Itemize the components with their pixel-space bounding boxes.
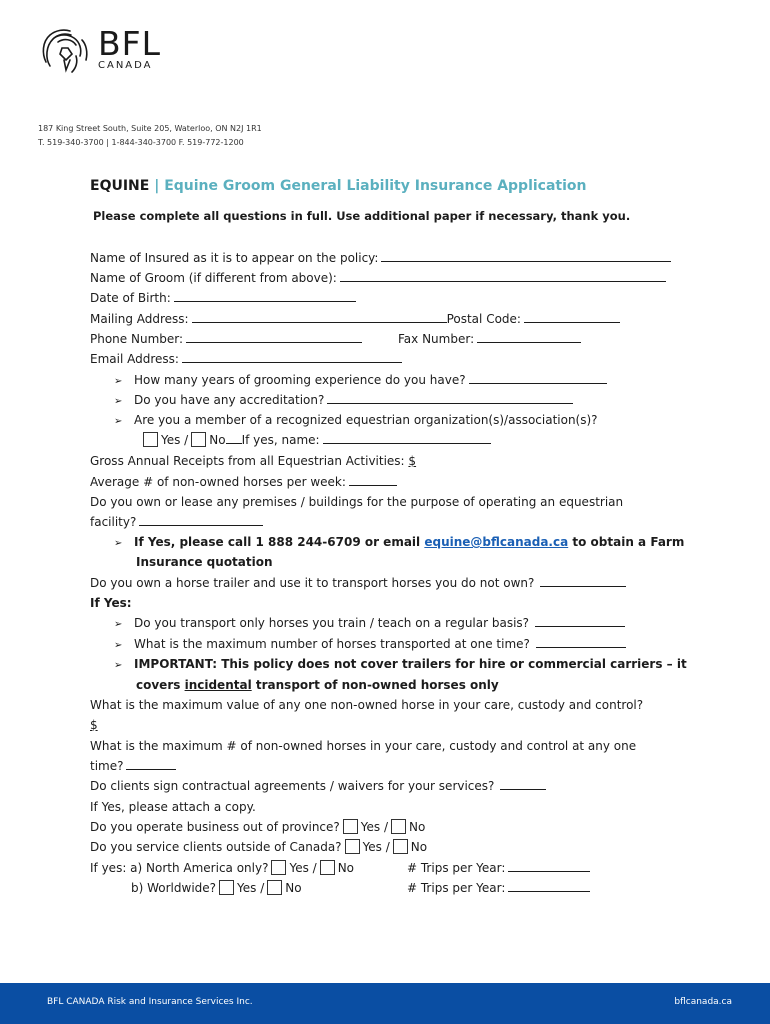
fax-field[interactable] [477,331,581,343]
premises-field[interactable] [139,514,263,526]
farm-call-row [114,534,684,552]
transport-only-row [114,615,625,633]
dob-label: Date of Birth: [90,291,171,305]
max-count-row [90,758,176,774]
max-count-label: time? [90,759,124,773]
phone-label: Phone Number: [90,332,184,346]
email-field[interactable] [182,351,402,363]
yes-label: Yes / [161,433,189,447]
trips-label: # Trips per Year: [407,881,506,895]
postal-field[interactable] [524,311,620,323]
trailer-row [90,575,626,591]
max-value-field[interactable]: $ [90,718,98,732]
transport-only-label: Do you transport only horses you train / teach on a regular basis? [134,616,530,630]
membership-answer-row [140,432,491,448]
fax-row [398,331,581,347]
important-text2b: incidental [184,678,252,692]
trailer-field[interactable] [540,575,626,587]
arrow-bullet-icon: ➢ [114,619,123,630]
outside-canada-row [90,839,427,855]
premises-label: facility? [90,515,137,529]
important-row2 [136,677,499,693]
groom-name-row [90,270,666,286]
phone-field[interactable] [186,331,362,343]
arrow-bullet-icon: ➢ [114,660,123,671]
avg-horses-row [90,474,397,490]
out-of-province-yes-checkbox[interactable] [343,819,358,834]
gross-receipts-field[interactable]: $ [408,454,417,468]
footer-website-link[interactable]: bflcanada.ca [674,997,732,1007]
bfl-logo [38,26,163,74]
contracts-row [90,778,546,794]
groom-name-label: Name of Groom (if different from above): [90,271,337,285]
premises-question: Do you own or lease any premises / buildings for the purpose of operating an equestrian [90,495,624,509]
max-value-question: What is the maximum value of any one non-owned horse in your care, custody and control? [90,698,644,712]
arrow-bullet-icon: ➢ [114,376,123,387]
farm-call-text3: Insurance quotation [136,555,273,569]
ww-trips-field[interactable] [508,880,590,892]
worldwide-row [131,880,302,896]
yes-label: Yes / [362,840,390,854]
fax-label: Fax Number: [398,332,475,346]
dob-field[interactable] [174,290,356,302]
arrow-bullet-icon: ➢ [114,640,123,651]
arrow-bullet-icon: ➢ [114,538,123,549]
no-label: No [285,881,302,895]
accreditation-row [114,392,573,410]
instructions-text: Please complete all questions in full. Use additional paper if necessary, thank you. [93,209,631,223]
phone-row [90,331,362,347]
accreditation-label: Do you have any accreditation? [134,393,325,407]
out-of-province-no-checkbox[interactable] [391,819,406,834]
arrow-bullet-icon: ➢ [114,396,123,407]
insured-name-field[interactable] [381,250,671,262]
title-separator: | [149,178,165,194]
worldwide-yes-checkbox[interactable] [219,880,234,895]
email-row [90,351,402,367]
attach-copy-text: If Yes, please attach a copy. [90,800,256,814]
gross-receipts-label: Gross Annual Receipts from all Equestrian Activities: [90,454,405,468]
no-label: No [209,433,226,447]
trailer-label: Do you own a horse trailer and use it to transport horses you do not own? [90,576,535,590]
max-transport-field[interactable] [536,636,626,648]
email-label: Email Address: [90,352,179,366]
arrow-bullet-icon: ➢ [114,416,123,427]
years-experience-label: How many years of grooming experience do you have? [134,373,466,387]
max-value-row [90,717,154,733]
contracts-field[interactable] [500,778,546,790]
important-text1: IMPORTANT: This policy does not cover trailers for hire or commercial carriers – it [134,657,687,671]
na-trips-row [407,860,590,876]
no-label: No [410,840,428,854]
farm-call-text2: to obtain a Farm [572,535,685,549]
yes-label: Yes / [237,881,265,895]
na-trips-field[interactable] [508,860,590,872]
logo-subtitle: CANADA [98,60,153,71]
important-text2a: covers [136,678,181,692]
footer-company: BFL CANADA Risk and Insurance Services Inc. [47,997,253,1007]
membership-spacer-line [226,432,242,444]
title-main: Equine Groom General Liability Insurance Application [164,178,587,194]
out-of-province-row [90,819,425,835]
membership-yes-checkbox[interactable] [143,432,158,447]
north-america-yes-checkbox[interactable] [271,860,286,875]
footer-bar [0,983,770,1024]
max-count-question: What is the maximum # of non-owned horses in your care, custody and control at any one [90,739,637,753]
years-experience-row [114,372,607,390]
outside-canada-label: Do you service clients outside of Canada? [90,840,342,854]
premises-row [90,514,263,530]
important-row [114,656,687,674]
no-label: No [337,861,355,875]
worldwide-no-checkbox[interactable] [267,880,282,895]
membership-label: Are you a member of a recognized equestrian organization(s)/association(s)? [134,413,598,427]
gross-receipts-row [90,453,490,469]
yes-label: Yes / [360,820,389,834]
page-title [90,178,587,194]
north-america-row [90,860,354,876]
title-category: EQUINE [90,178,150,194]
membership-row [114,412,598,430]
farm-call-text: If Yes, please call 1 888 244-6709 or email [134,535,421,549]
membership-no-checkbox[interactable] [191,432,206,447]
groom-name-field[interactable] [340,270,666,282]
trips-label: # Trips per Year: [407,861,506,875]
mailing-row [90,311,620,327]
if-yes-name-label: If yes, name: [241,433,320,447]
mailing-field[interactable] [192,311,447,323]
max-count-field[interactable] [126,758,176,770]
transport-only-field[interactable] [535,615,625,627]
yes-label: Yes / [289,861,317,875]
north-america-no-checkbox[interactable] [320,860,335,875]
organization-name-field[interactable] [323,432,491,444]
if-yes-heading: If Yes: [90,596,132,610]
avg-horses-field[interactable] [349,474,397,486]
worldwide-label: b) Worldwide? [131,881,217,895]
mailing-label: Mailing Address: [90,312,189,326]
years-experience-field[interactable] [469,372,607,384]
max-transport-label: What is the maximum number of horses transported at one time? [134,637,530,651]
lion-logo-icon [38,26,94,74]
insured-name-label: Name of Insured as it is to appear on the policy: [90,251,379,265]
outside-canada-no-checkbox[interactable] [393,839,408,854]
contracts-label: Do clients sign contractual agreements / waivers for your services? [90,779,495,793]
phone-line: T. 519-340-3700 | 1-844-340-3700 F. 519-772-1200 [38,138,244,147]
equine-email-link[interactable]: equine@bflcanada.ca [424,535,569,549]
accreditation-field[interactable] [327,392,573,404]
insured-name-row [90,250,671,266]
ww-trips-row [407,880,590,896]
important-text2c: transport of non-owned horses only [255,678,499,692]
logo-wordmark: BFL [98,24,162,63]
address-line: 187 King Street South, Suite 205, Waterloo, ON N2J 1R1 [38,124,262,133]
north-america-label: If yes: a) North America only? [90,861,269,875]
out-of-province-label: Do you operate business out of province? [90,820,340,834]
dob-row [90,290,356,306]
postal-label: Postal Code: [446,312,521,326]
max-transport-row [114,636,626,654]
no-label: No [409,820,426,834]
outside-canada-yes-checkbox[interactable] [345,839,360,854]
avg-horses-label: Average # of non-owned horses per week: [90,475,346,489]
